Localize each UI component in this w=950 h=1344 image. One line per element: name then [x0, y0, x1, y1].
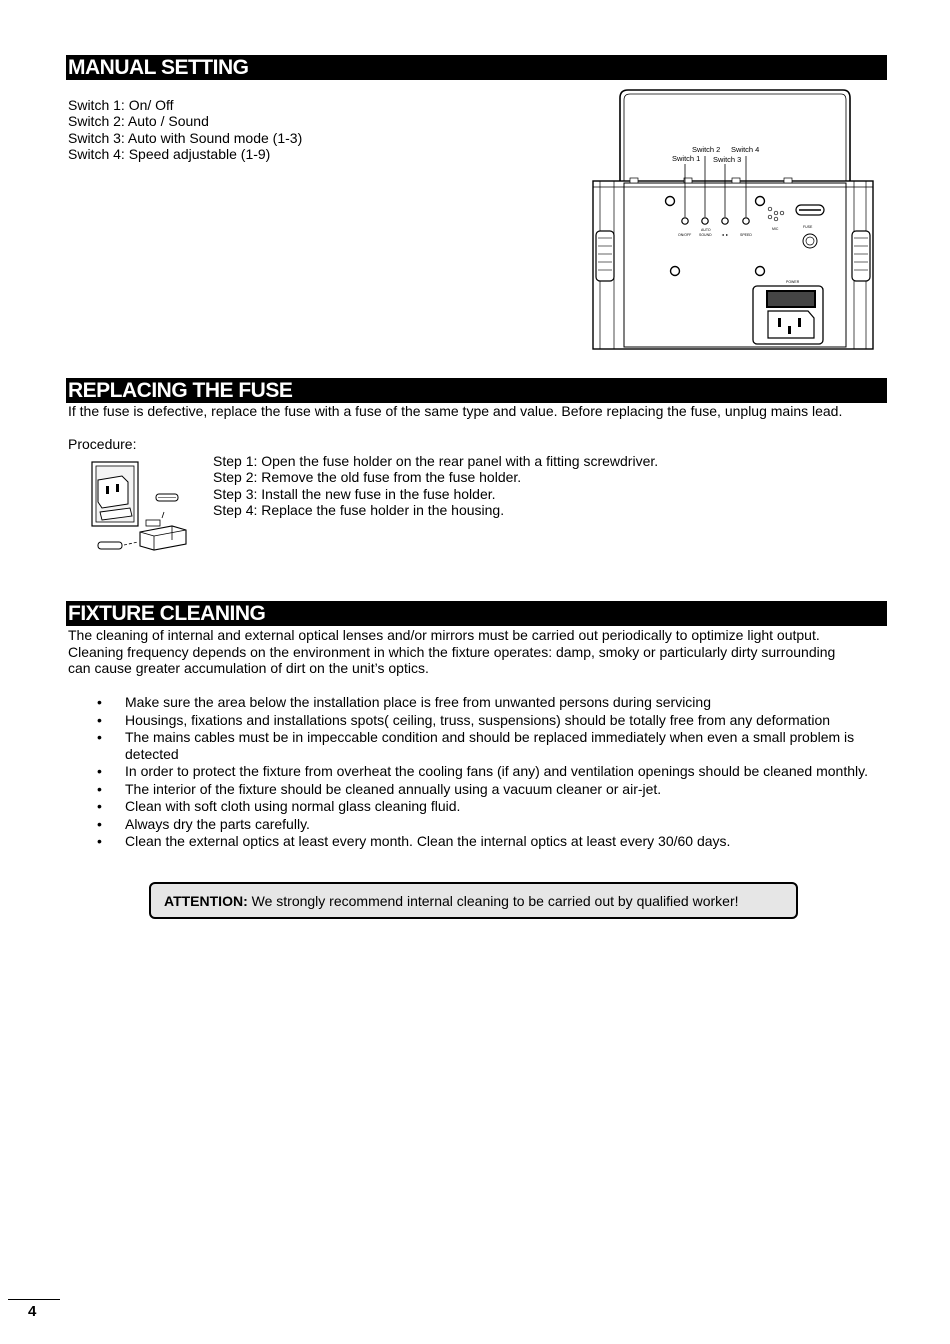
list-item-text: Always dry the parts carefully.: [125, 815, 310, 832]
list-item-text: The interior of the fixture should be cleaned annually using a vacuum cleaner or air-jet.: [125, 780, 662, 797]
list-item-text: The mains cables must be in impeccable condition and should be replaced immediately when even a small problem is detected: [125, 729, 855, 762]
switch-3-text: Switch 3: Auto with Sound mode (1-3): [68, 130, 303, 146]
fuse-step-4: Step 4: Replace the fuse holder in the housing.: [213, 502, 505, 518]
fuse-intro-text: If the fuse is defective, replace the fuse with a fuse of the same type and value. Before replacing the fuse, unplug mains lead.: [68, 403, 843, 419]
panel-label-arrows: ◄ ►: [721, 233, 729, 237]
procedure-label: Procedure:: [68, 436, 137, 452]
list-item-text: Housings, fixations and installations spots( ceiling, truss, suspensions) should be totally free from any deformation: [125, 711, 831, 728]
diagram-label-switch3: Switch 3: [713, 155, 742, 164]
attention-box: [149, 882, 798, 919]
bullet-icon: •: [97, 694, 102, 710]
fuse-step-2: Step 2: Remove the old fuse from the fuse holder.: [213, 469, 522, 485]
diagram-label-switch1: Switch 1: [672, 154, 701, 163]
panel-label-power: POWER: [786, 280, 800, 284]
panel-label-auto: AUTO: [701, 228, 711, 232]
bullet-icon: •: [97, 711, 102, 728]
bullet-icon: •: [97, 763, 102, 779]
diagram-label-switch4: Switch 4: [731, 145, 760, 154]
bullet-icon: •: [97, 798, 102, 814]
list-item: [93, 833, 893, 850]
panel-label-onoff: ON/OFF: [678, 233, 692, 237]
panel-label-fuse: FUSE: [803, 225, 813, 229]
diagram-label-switch2: Switch 2: [692, 145, 721, 154]
cleaning-intro-line-1: The cleaning of internal and external optical lenses and/or mirrors must be carried out periodically to optimize light output.: [68, 627, 820, 643]
panel-label-speed: SPEED: [740, 233, 752, 237]
switch-4-text: Switch 4: Speed adjustable (1-9): [68, 146, 271, 162]
attention-label: ATTENTION:: [164, 893, 248, 909]
bullet-icon: •: [97, 780, 102, 797]
fuse-step-1: Step 1: Open the fuse holder on the rear panel with a fitting screwdriver.: [213, 453, 659, 469]
fuse-step-3: Step 3: Install the new fuse in the fuse holder.: [213, 486, 496, 502]
fuse-holder-illustration: [88, 458, 200, 554]
attention-text: We strongly recommend internal cleaning to be carried out by qualified worker!: [247, 893, 739, 909]
list-item-text: Make sure the area below the installation place is free from unwanted persons during servicing: [125, 694, 711, 710]
list-item: [93, 763, 893, 780]
bullet-icon: •: [97, 833, 102, 849]
list-item: [93, 729, 893, 762]
list-item: [93, 694, 893, 711]
cleaning-bullet-list: [93, 694, 893, 851]
panel-label-sound: SOUND: [699, 233, 712, 237]
section-title-manual-setting: MANUAL SETTING: [66, 55, 887, 80]
footer-divider: [8, 1299, 60, 1300]
list-item-text: Clean the external optics at least every month. Clean the internal optics at least every 30/60 days.: [125, 833, 731, 849]
list-item: [93, 798, 893, 815]
switch-1-text: Switch 1: On/ Off: [68, 97, 174, 113]
switch-2-text: Switch 2: Auto / Sound: [68, 113, 209, 129]
list-item-text: Clean with soft cloth using normal glass cleaning fluid.: [125, 798, 461, 814]
section-title-fixture-cleaning: FIXTURE CLEANING: [66, 601, 887, 626]
list-item: [93, 816, 893, 833]
rear-panel-diagram: [588, 88, 878, 354]
panel-label-mic: MIC: [772, 227, 779, 231]
list-item: [93, 781, 893, 798]
page-number: 4: [28, 1303, 37, 1320]
section-title-replacing-fuse: REPLACING THE FUSE: [66, 378, 887, 403]
bullet-icon: •: [97, 729, 102, 745]
list-item: [93, 712, 893, 729]
list-item-text: In order to protect the fixture from overheat the cooling fans (if any) and ventilation openings should be cleaned monthly.: [125, 763, 868, 779]
bullet-icon: •: [97, 815, 102, 832]
cleaning-intro-line-2: Cleaning frequency depends on the environment in which the fixture operates: damp, smoky or particularly dirty surrounding: [68, 644, 836, 660]
cleaning-intro-line-3: can cause greater accumulation of dirt on the unit’s optics.: [68, 660, 429, 676]
